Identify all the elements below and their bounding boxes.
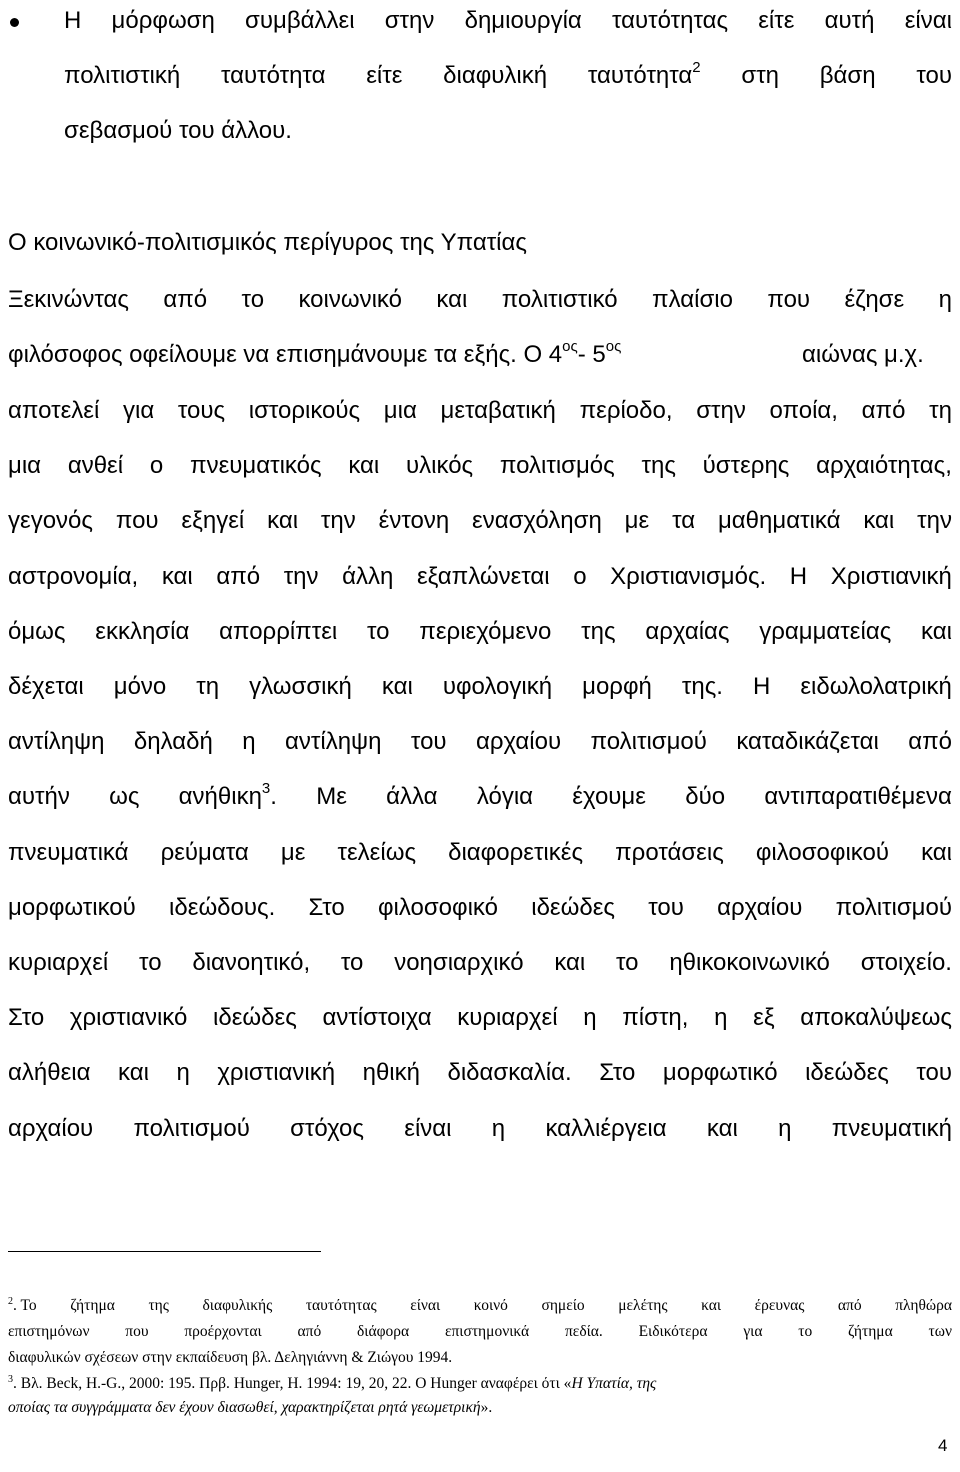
body-word: εξηγεί <box>181 507 245 535</box>
bullet-word: μόρφωση <box>111 7 215 34</box>
body-word: πνευματικός <box>190 452 322 480</box>
body-word: αντίληψη <box>285 728 382 756</box>
body-word: μεταβατική <box>440 397 556 424</box>
body-word: άλλα <box>386 783 438 811</box>
footnote-word: και <box>701 1297 722 1314</box>
body-word: για <box>122 397 155 424</box>
footnote-word: από <box>297 1323 322 1340</box>
body-word: μορφωτικού <box>8 893 136 921</box>
body-word: δύο <box>685 783 726 811</box>
body-word: το <box>139 949 162 976</box>
ordinal-sup-1: ος <box>562 338 578 355</box>
body-word: η <box>714 1004 728 1032</box>
bullet-word: ταυτότητα$^2$ <box>587 59 701 89</box>
bullet-word: είναι <box>904 7 952 34</box>
body-word: πολιτισμού <box>835 893 952 921</box>
body-word: καταδικάζεται <box>736 728 879 756</box>
body-word: ρεύματα <box>160 838 249 866</box>
footnote-word: είναι <box>410 1297 441 1314</box>
body-word: Στο <box>8 1004 45 1032</box>
body-word: εκκλησία <box>95 617 190 645</box>
para1-line2-end: αιώνας μ.χ. <box>802 341 924 368</box>
footnote-separator <box>8 1251 321 1252</box>
section-heading: Ο κοινωνικό-πολιτισμικός περίγυρος της Υπατίας <box>8 229 527 256</box>
body-word: Η <box>789 562 808 590</box>
body-word: πολιτισμού <box>590 728 707 756</box>
body-word: αλήθεια <box>8 1059 91 1087</box>
para1-word: η <box>938 286 952 313</box>
body-word: υφολογική <box>442 673 553 700</box>
bullet-line-2 <box>64 61 952 94</box>
body-word: αρχαιότητας, <box>816 452 952 480</box>
body-word: εξ <box>753 1004 775 1032</box>
para1-word: Ξεκινώντας <box>8 286 129 313</box>
body-word: Στο <box>599 1059 636 1087</box>
body-word: με <box>624 507 650 535</box>
footnote-word: ταυτότητας <box>305 1297 377 1314</box>
body-word: ιδεώδες <box>531 893 615 921</box>
body-word: το <box>367 617 390 645</box>
body-word: η <box>176 1059 190 1087</box>
body-word: Στο <box>308 893 345 921</box>
bullet-word: συμβάλλει <box>245 7 355 34</box>
para1-word: που <box>767 286 811 313</box>
body-word: προτάσεις <box>615 838 724 866</box>
body-word: τελείως <box>337 838 417 866</box>
para1-word: πλαίσιο <box>652 286 733 313</box>
body-line <box>8 617 952 647</box>
body-word: είναι <box>404 1114 452 1142</box>
body-word: και <box>921 838 952 866</box>
body-word: με <box>280 838 306 866</box>
body-word: άλλη <box>342 562 394 590</box>
footnote-word: μελέτης <box>618 1297 668 1314</box>
para1-word: πολιτιστικό <box>501 286 618 313</box>
body-word: αποκαλύψεως <box>800 1004 952 1032</box>
para1-word: από <box>163 286 208 313</box>
body-line <box>8 893 952 923</box>
body-word: πολιτισμού <box>133 1114 250 1142</box>
footnote-3-marker: 3 <box>8 1374 13 1385</box>
bullet-word: στην <box>384 7 435 34</box>
body-word: ιδεώδους. <box>169 893 276 921</box>
footnote-ref-2: 2 <box>692 59 701 76</box>
body-line <box>8 672 952 702</box>
body-word: ανήθικη$^3$. <box>178 780 277 811</box>
body-word: πολιτισμός <box>499 452 615 480</box>
body-word: και <box>921 617 952 645</box>
footnote-3-line-2 <box>8 1398 492 1418</box>
body-word: διανοητικό, <box>192 949 311 976</box>
body-word: την <box>917 507 952 535</box>
body-word: την <box>320 507 356 535</box>
body-word: ηθικοκοινωνικό <box>669 949 830 976</box>
body-word: το <box>616 949 639 976</box>
body-word: τη <box>929 397 952 424</box>
body-word: η <box>491 1114 506 1142</box>
footnote-word: Ειδικότερα <box>638 1323 708 1340</box>
body-word: ιδεώδες <box>805 1059 889 1087</box>
footnote-3-line-1 <box>8 1374 656 1396</box>
para1-word: έζησε <box>844 286 905 313</box>
body-word: Με <box>316 783 347 811</box>
bullet-line-3: σεβασμού του άλλου. <box>64 117 292 144</box>
body-word: από <box>216 562 261 590</box>
body-word: φιλοσοφικού <box>755 838 889 866</box>
footnote-word: για <box>743 1323 763 1340</box>
para1-word: κοινωνικό <box>298 286 402 313</box>
body-word: χριστιανική <box>217 1059 336 1087</box>
body-word: από <box>908 728 952 756</box>
body-word: αντιπαρατιθέμενα <box>764 783 952 811</box>
footnote-word: πεδία. <box>564 1323 603 1340</box>
body-line <box>8 1058 952 1088</box>
body-word: έντονη <box>378 507 450 535</box>
footnote-word: επιστημόνων <box>8 1323 90 1340</box>
body-word: γραμματείας <box>759 617 892 645</box>
para1-line2-mid: - 5 <box>577 341 606 368</box>
body-word: χριστιανικό <box>69 1004 188 1032</box>
body-word: μια <box>383 397 417 424</box>
bullet-word: διαφυλική <box>443 62 548 89</box>
body-word: την <box>283 562 319 590</box>
body-word: του <box>648 893 684 921</box>
body-word: τα <box>672 507 696 535</box>
footnote-word: πληθώρα <box>895 1297 952 1314</box>
body-word: μαθηματικά <box>717 507 841 535</box>
body-word: ύστερης <box>702 452 790 480</box>
body-line <box>8 396 952 426</box>
body-word: ο <box>573 562 587 590</box>
body-word: αρχαίας <box>645 617 730 645</box>
body-word: και <box>348 452 380 480</box>
footnote-word: διαφυλικής <box>202 1297 273 1314</box>
body-word: αρχαίου <box>8 1114 94 1142</box>
footnote-2-line-3: διαφυλικών σχέσεων στην εκπαίδευση βλ. Δεληγιάννη & Ζιώγου 1994. <box>8 1349 453 1366</box>
body-word: της <box>641 452 676 480</box>
footnote-ref-3: 3 <box>261 780 271 798</box>
body-word: αστρονομία, <box>8 562 139 590</box>
body-word: αντίστοιχα <box>322 1004 432 1032</box>
para1-line2-start: φιλόσοφος οφείλουμε να επισημάνουμε τα εξής. Ο 4 <box>8 341 563 368</box>
bullet-word: στη <box>741 62 780 89</box>
body-word: μορφή <box>582 673 652 700</box>
para1-word: και <box>436 286 468 313</box>
bullet-word: βάση <box>819 62 876 89</box>
bullet-word: ταυτότητα <box>220 62 326 89</box>
footnote-word: των <box>928 1323 952 1340</box>
body-word: περίοδο, <box>579 397 673 424</box>
footnote-word: από <box>837 1297 862 1314</box>
body-word: έχουμε <box>572 783 646 811</box>
body-line <box>8 782 952 815</box>
bullet-word: ταυτότητας <box>611 7 729 34</box>
body-word: και <box>706 1114 738 1142</box>
body-word: και <box>863 507 895 535</box>
body-word: γεγονός <box>8 507 93 535</box>
body-word: δέχεται <box>8 673 84 700</box>
bullet-word: Η <box>64 7 82 34</box>
bullet-word: είτε <box>366 62 403 89</box>
body-word: η <box>242 728 256 756</box>
body-word: μόνο <box>113 673 167 700</box>
bullet-line-1 <box>64 6 952 36</box>
body-line <box>8 506 952 536</box>
footnote-word: επιστημονικά <box>444 1323 530 1340</box>
body-word: της <box>581 617 616 645</box>
body-word: αντίληψη <box>8 728 105 756</box>
footnote-word: διάφορα <box>357 1323 410 1340</box>
footnote-2-line-2 <box>8 1322 952 1342</box>
body-line <box>8 1114 952 1144</box>
footnote-2-marker: 2 <box>8 1296 13 1307</box>
para1-line-1 <box>8 285 952 315</box>
body-word: διαφορετικές <box>448 838 584 866</box>
page-number: 4 <box>938 1436 948 1455</box>
body-word: ενασχόληση <box>472 507 602 535</box>
body-word: του <box>916 1059 952 1087</box>
body-word: ιδεώδες <box>213 1004 297 1032</box>
body-word: ηθική <box>362 1059 420 1087</box>
body-word: πνευματικά <box>8 838 129 866</box>
footnote-word: προέρχονται <box>184 1323 262 1340</box>
body-line <box>8 451 952 481</box>
bullet-word: πολιτιστική <box>64 62 181 89</box>
body-word: και <box>554 949 586 976</box>
body-word: η <box>583 1004 597 1032</box>
footnote-word: σημείο <box>541 1297 585 1314</box>
body-word: νοησιαρχικό <box>394 949 524 976</box>
body-word: στοιχείο. <box>860 949 952 976</box>
body-word: περιεχόμενο <box>419 617 552 645</box>
body-word: που <box>115 507 159 535</box>
bullet-marker <box>10 18 19 27</box>
body-word: και <box>161 562 193 590</box>
body-word: λόγια <box>476 783 534 811</box>
footnote-3-quote-cont: οποίας τα συγγράμματα δεν έχουν διασωθεί, χαρακτηρίζεται ρητά γεωμετρική <box>8 1399 481 1416</box>
footnote-2-line-1: $^2$. Το ζήτημα της διαφυλικής ταυτότητας είναι κοινό σημείο μελέτης και έρευνας από πληθώρα <box>8 1296 952 1318</box>
body-word: ανθεί <box>67 452 124 480</box>
footnote-word: έρευνας <box>754 1297 805 1314</box>
body-word: πνευματική <box>831 1114 952 1142</box>
ordinal-sup-2: ος <box>605 338 622 355</box>
body-line <box>8 727 952 757</box>
footnote-word: της <box>148 1297 169 1314</box>
body-word: μορφωτικό <box>662 1059 778 1087</box>
body-line <box>8 838 952 868</box>
body-word: ως <box>109 783 140 811</box>
body-word: το <box>340 949 364 976</box>
footnote-word: ζήτημα <box>70 1297 115 1314</box>
bullet-word: αυτή <box>824 7 875 34</box>
body-word: και <box>118 1059 149 1087</box>
footnote-3-end: ». <box>480 1399 493 1416</box>
body-word: Χριστιανισμός. <box>610 562 767 590</box>
body-word: υλικός <box>406 452 474 480</box>
footnote-word: που <box>125 1323 149 1340</box>
body-word: μια <box>8 452 42 480</box>
body-word: η <box>778 1114 792 1142</box>
footnote-3-quote: Η Υπατία, της <box>571 1375 657 1392</box>
body-word: του <box>410 728 447 756</box>
footnote-word: το <box>798 1323 813 1340</box>
body-line <box>8 562 952 592</box>
footnote-word: ζήτημα <box>848 1323 893 1340</box>
body-word: της. <box>681 673 723 700</box>
body-word: εξαπλώνεται <box>416 562 550 590</box>
body-word: αυτήν <box>8 783 70 811</box>
body-word: όμως <box>8 617 66 645</box>
body-line <box>8 948 952 978</box>
body-word: Χριστιανική <box>830 562 952 590</box>
body-word: αποτελεί <box>8 397 100 424</box>
body-word: ο <box>149 452 164 480</box>
body-word: απορρίπτει <box>219 617 338 645</box>
body-word: καλλιέργεια <box>545 1114 667 1142</box>
body-line <box>8 1003 952 1033</box>
bullet-word: δημιουργία <box>464 7 582 34</box>
body-word: φιλοσοφικό <box>377 893 498 921</box>
para1-line-2 <box>8 340 952 373</box>
body-word: γλωσσική <box>249 673 352 700</box>
body-word: στην <box>696 397 746 424</box>
body-word: και <box>267 507 299 535</box>
footnote-3-text: . Βλ. Beck, H.-G., 2000: 195. Πρβ. Hunger, H. 1994: 19, 20, 22. Ο Hunger αναφέρει ότι « <box>13 1375 572 1392</box>
body-word: αρχαίου <box>475 728 562 756</box>
body-word: και <box>381 673 413 700</box>
body-word: οποία, <box>769 397 838 424</box>
body-word: κυριαρχεί <box>8 949 109 976</box>
body-word: πίστη, <box>622 1004 689 1032</box>
body-word: Η <box>752 673 771 700</box>
body-word: δηλαδή <box>133 728 213 756</box>
body-word: από <box>861 397 906 424</box>
body-word: στόχος <box>290 1114 364 1142</box>
para1-word: το <box>241 286 265 313</box>
body-word: κυριαρχεί <box>457 1004 558 1032</box>
body-word: αρχαίου <box>717 893 803 921</box>
footnote-word: κοινό <box>473 1297 508 1314</box>
body-word: ειδωλολατρική <box>800 673 952 700</box>
body-word: διδασκαλία. <box>447 1059 572 1087</box>
body-word: τους <box>177 397 226 424</box>
body-word: ιστορικούς <box>248 397 361 424</box>
body-word: τη <box>196 673 220 700</box>
bullet-word: είτε <box>758 7 795 34</box>
bullet-word: του <box>916 62 952 89</box>
